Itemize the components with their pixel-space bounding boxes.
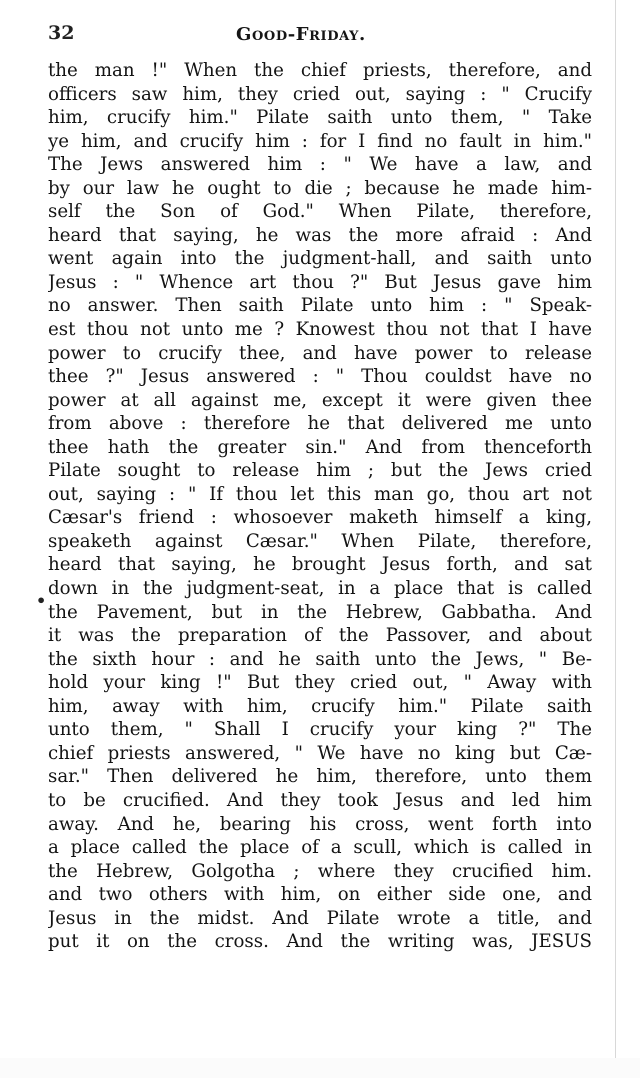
text-line: away. And he, bearing his cross, went forth into <box>48 813 592 835</box>
text-line: Cæsar's friend : whosoever maketh himself a king, <box>48 507 592 529</box>
text-line: Jesus : " Whence art thou ?" But Jesus gave him <box>48 271 592 293</box>
text-line: Jesus in the midst. And Pilate wrote a title, and <box>48 907 592 929</box>
page-edge-divider <box>615 0 616 1078</box>
text-line: no answer. Then saith Pilate unto him : " Speak- <box>48 295 592 317</box>
text-line: power at all against me, except it were given thee <box>48 389 592 411</box>
text-line: officers saw him, they cried out, saying : " Crucify <box>48 83 592 105</box>
text-line: hold your king !" But they cried out, " Away with <box>48 672 592 694</box>
page-bottom-margin <box>0 1058 640 1078</box>
text-line: heard that saying, he was the more afraid : And <box>48 224 592 246</box>
text-line: a place called the place of a scull, which is called in <box>48 837 592 859</box>
text-line: heard that saying, he brought Jesus forth, and sat <box>48 554 592 576</box>
text-line: self the Son of God." When Pilate, therefore, <box>48 201 592 223</box>
text-line: by our law he ought to die ; because he made him- <box>48 177 592 199</box>
text-line: thee hath the greater sin." And from thenceforth <box>48 436 592 458</box>
page-number: 32 <box>48 22 75 44</box>
text-line: down in the judgment-seat, in a place that is called <box>48 578 592 600</box>
margin-mark: • <box>36 591 47 610</box>
text-line: Pilate sought to release him ; but the Jews cried <box>48 460 592 482</box>
text-line: unto them, " Shall I crucify your king ?" The <box>48 719 592 741</box>
text-line: it was the preparation of the Passover, and about <box>48 625 592 647</box>
text-line: power to crucify thee, and have power to release <box>48 342 592 364</box>
text-line: went again into the judgment-hall, and saith unto <box>48 248 592 270</box>
text-line: out, saying : " If thou let this man go, thou art not <box>48 483 592 505</box>
text-line: the Pavement, but in the Hebrew, Gabbatha. And <box>48 601 592 623</box>
text-line: the Hebrew, Golgotha ; where they crucified him. <box>48 860 592 882</box>
text-line: est thou not unto me ? Knowest thou not that I have <box>48 319 592 341</box>
text-line: thee ?" Jesus answered : " Thou couldst have no <box>48 366 592 388</box>
text-line: the sixth hour : and he saith unto the Jews, " Be- <box>48 648 592 670</box>
text-line: ye him, and crucify him : for I find no fault in him." <box>48 130 592 152</box>
text-line: chief priests answered, " We have no king but Cæ- <box>48 742 592 764</box>
text-line: and two others with him, on either side one, and <box>48 884 592 906</box>
text-line: him, away with him, crucify him." Pilate saith <box>48 695 592 717</box>
running-head: Good-Friday. <box>236 24 366 45</box>
text-line: put it on the cross. And the writing was, JESUS <box>48 931 592 953</box>
body-text <box>48 59 592 954</box>
text-line: to be crucified. And they took Jesus and led him <box>48 789 592 811</box>
text-line: The Jews answered him : " We have a law, and <box>48 154 592 176</box>
page-header <box>48 22 592 52</box>
text-line: sar." Then delivered he him, therefore, unto them <box>48 766 592 788</box>
text-line: speaketh against Cæsar." When Pilate, therefore, <box>48 530 592 552</box>
text-line: from above : therefore he that delivered me unto <box>48 413 592 435</box>
text-line: the man !" When the chief priests, therefore, and <box>48 60 592 81</box>
text-line: him, crucify him." Pilate saith unto them, " Take <box>48 107 592 129</box>
